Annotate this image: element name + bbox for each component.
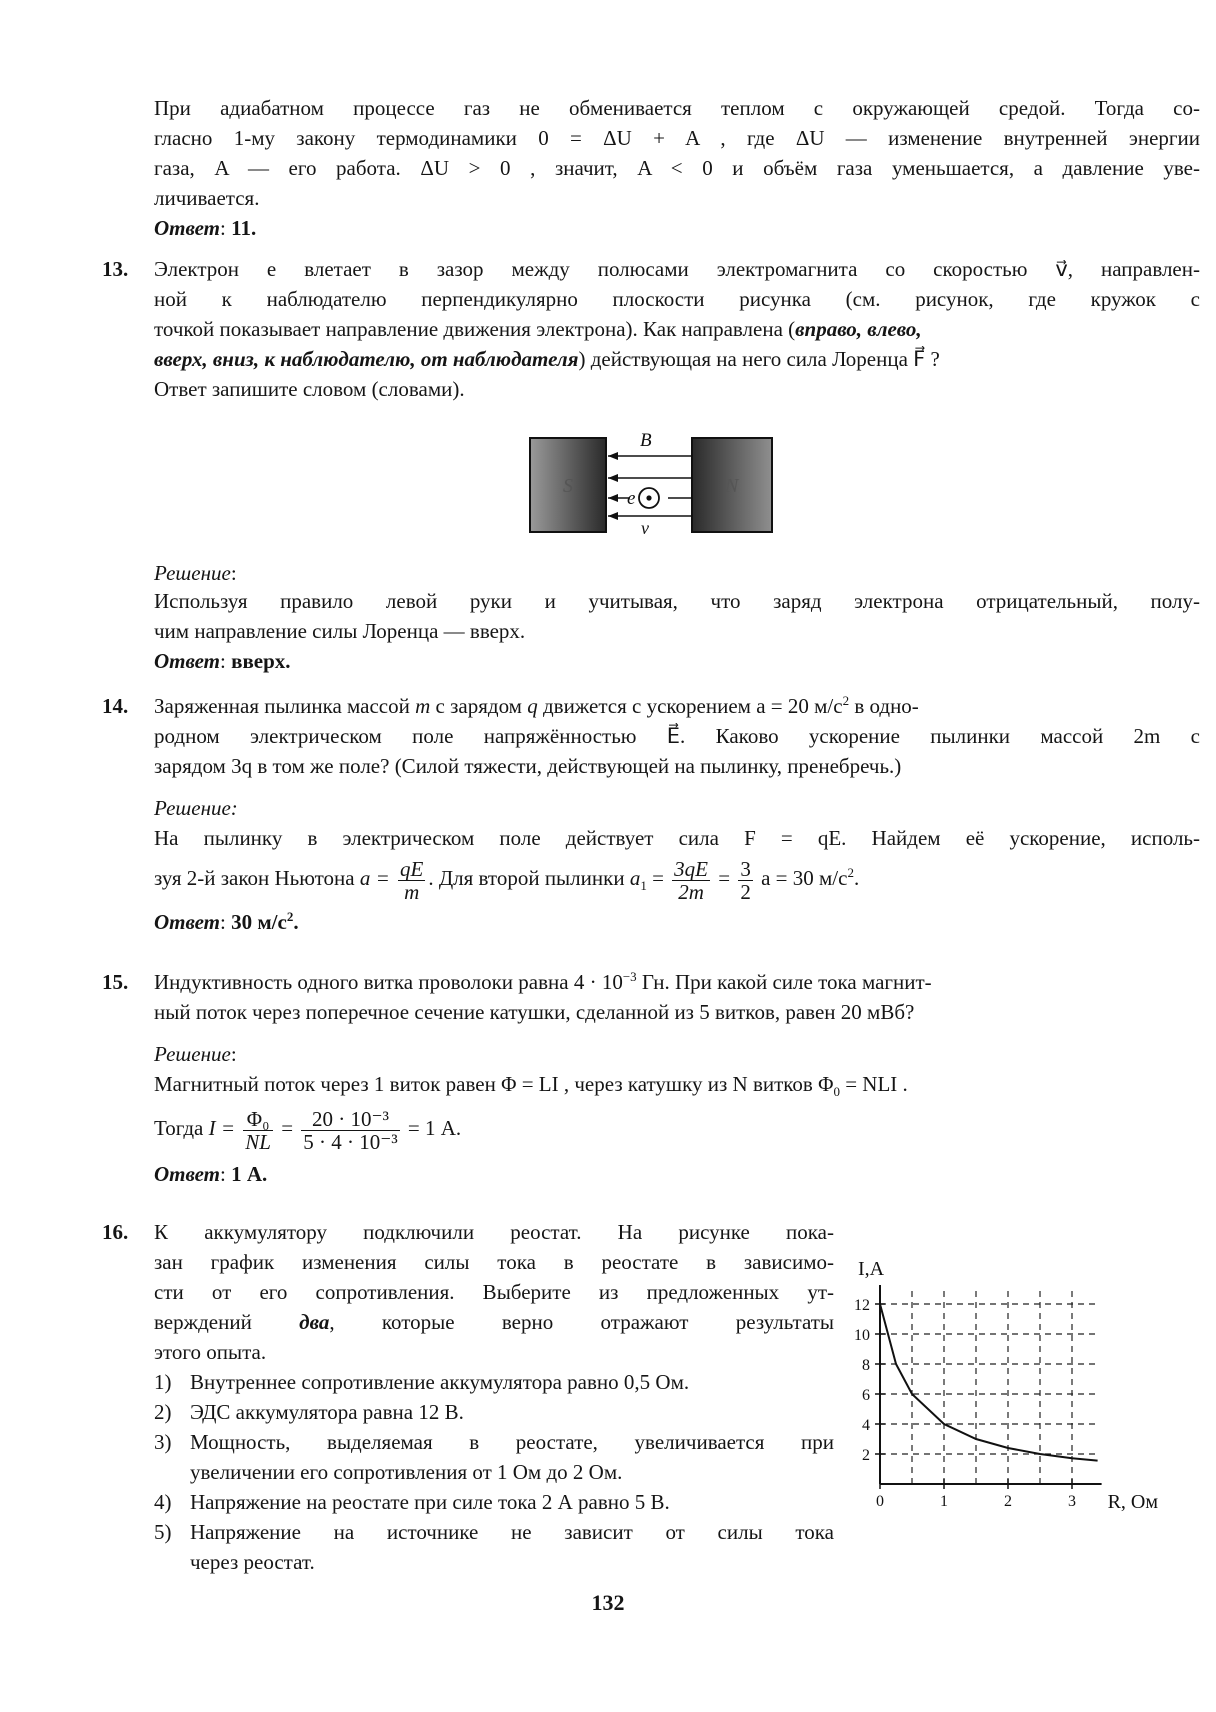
intro-answer: Ответ: 11. xyxy=(154,216,257,240)
p14-answer: Ответ: 30 $м/с^2$. xyxy=(154,909,299,934)
intro-line-4: личивается. xyxy=(154,186,260,210)
p16-line-4: верждений два, которые верно отражают результаты xyxy=(154,1310,835,1334)
field-arrowhead-4 xyxy=(608,512,618,520)
page-number: 132 xyxy=(591,1590,625,1615)
p14-line-1: Заряженная пылинка массой m с зарядом q движется с ускорением a = 20 $м/с^2$ в одно- xyxy=(154,693,919,718)
x-axis-label: R, Ом xyxy=(1107,1491,1159,1513)
current-vs-resistance-chart xyxy=(836,1228,1176,1518)
option-5-number: 5) xyxy=(154,1520,172,1544)
x-tick-label: 3 xyxy=(1068,1493,1076,1510)
field-b-label: B⃗ xyxy=(640,430,667,451)
option-2-number: 2) xyxy=(154,1400,172,1424)
y-tick-label: 6 xyxy=(862,1387,870,1404)
p15-solution-line-2: Тогда I = $\frac{\text{Φ₀}}{NL}$ = $\frac{\text{20 · 10⁻³}}{\text{5 · 4 · 10⁻³}}$ = 1 А. xyxy=(154,1106,462,1154)
option-3-number: 3) xyxy=(154,1430,172,1454)
y-tick-label: 4 xyxy=(862,1417,870,1434)
p13-answer: Ответ: вверх. xyxy=(154,649,291,673)
option-1-text: Внутреннее сопротивление аккумулятора равно 0,5 Ом. xyxy=(190,1370,690,1394)
problem-number-16: 16. xyxy=(102,1220,129,1244)
fraction-numeric: $\frac{\text{20 · 10⁻³}}{\text{5 · 4 · 10⁻³}}$ xyxy=(303,1106,398,1154)
y-tick-label: 12 xyxy=(854,1297,870,1314)
p16-line-5: этого опыта. xyxy=(154,1340,267,1364)
fraction-phi0-nl: $\frac{\text{Φ₀}}{NL}$ xyxy=(245,1106,271,1154)
p14-line-3: зарядом 3q в том же поле? (Силой тяжести, действующей на пылинку, пренебречь.) xyxy=(154,754,902,778)
option-4-text: Напряжение на реостате при силе тока 2 А равно 5 В. xyxy=(190,1490,670,1514)
p14-solution-line-2: зуя 2-й закон Ньютона a = $\frac{qE}{m}$ . Для второй пылинки $a_1$ = $\frac{3qE}{2m}$ = $\frac{3}{2}$ a = 30 $м/с^2$. xyxy=(154,856,860,904)
field-arrowhead-3 xyxy=(608,494,618,502)
x-tick-label: 0 xyxy=(876,1493,884,1510)
p14-line-2: родном электрическом поле напряжённостью E⃗. Каково ускорение пылинки массой 2m с xyxy=(154,724,1200,748)
problem-number-14: 14. xyxy=(102,694,129,718)
p15-line-1: Индуктивность одного витка проволоки равна $4 \cdot 10^{-3}$ Гн. При какой силе тока магнит- xyxy=(154,969,932,994)
p13-options-a: вправо, влево, xyxy=(795,317,922,341)
p15-solution-line-1: Магнитный поток через 1 виток равен Φ = LI , через катушку из N витков $\Phi_0$ = NLI . xyxy=(154,1072,908,1100)
p13-line-2: ной к наблюдателю перпендикулярно плоскости рисунка (см. рисунок, где кружок с xyxy=(154,287,1200,311)
fraction-3-2: $\frac{3}{2}$ xyxy=(740,856,751,904)
pole-s-label: S xyxy=(563,475,573,497)
p13-solution-line-2: чим направление силы Лоренца — вверх. xyxy=(154,619,526,643)
electron-label: e xyxy=(627,488,636,509)
x-tick-label: 1 xyxy=(940,1493,948,1510)
field-arrowhead-2 xyxy=(608,474,618,482)
y-tick-label: 2 xyxy=(862,1447,870,1464)
answer-value: 11. xyxy=(231,216,257,240)
pole-n-label: N xyxy=(725,475,739,497)
intro-line-3: газа, A — его работа. ΔU > 0 , значит, A < 0 и объём газа уменьшается, а давление уве- xyxy=(154,156,1200,180)
p16-line-2: зан график изменения силы тока в реостате в зависимо- xyxy=(154,1250,834,1274)
p13-line-5: Ответ запишите словом (словами). xyxy=(154,377,465,401)
current-curve xyxy=(880,1304,1098,1461)
p14-solution-label: Решение: xyxy=(154,796,238,820)
p13-solution-label: Решение: xyxy=(154,561,237,585)
option-1-number: 1) xyxy=(154,1370,172,1394)
p13-options-b: вверх, вниз, к наблюдателю, от наблюдателя xyxy=(154,347,579,371)
y-tick-label: 8 xyxy=(862,1357,870,1374)
electron-dot xyxy=(646,495,651,500)
intro-line-2: гласно 1-му закону термодинамики 0 = ΔU + A , где ΔU — изменение внутренней энергии xyxy=(154,126,1200,150)
p15-solution-label: Решение: xyxy=(154,1042,237,1066)
option-3-text: Мощность, выделяемая в реостате, увеличивается при xyxy=(190,1430,834,1454)
p16-line-1: К аккумулятору подключили реостат. На рисунке пока- xyxy=(154,1220,834,1244)
fraction-qe-m: $\frac{qE}{m}$ xyxy=(400,856,424,904)
p15-answer: Ответ: 1 А. xyxy=(154,1162,268,1186)
p13-line-4: вверх, вниз, к наблюдателю, от наблюдателя) действующая на него сила Лоренца F⃗ ? xyxy=(154,347,940,371)
option-3-text-cont: увеличении его сопротивления от 1 Ом до 2 Ом. xyxy=(190,1460,623,1484)
p13-line-1: Электрон e влетает в зазор между полюсами электромагнита со скоростью v⃗, направлен- xyxy=(154,257,1200,281)
electromagnet-figure xyxy=(520,418,780,538)
y-tick-label: 10 xyxy=(854,1327,870,1344)
option-4-number: 4) xyxy=(154,1490,172,1514)
p13-line-3: точкой показывает направление движения электрона). Как направлена (вправо, влево, xyxy=(154,317,922,341)
option-2-text: ЭДС аккумулятора равна 12 В. xyxy=(190,1400,464,1424)
x-tick-label: 2 xyxy=(1004,1493,1012,1510)
option-5-text-cont: через реостат. xyxy=(190,1550,315,1574)
p16-line-3: сти от его сопротивления. Выберите из предложенных ут- xyxy=(154,1280,834,1304)
p15-line-2: ный поток через поперечное сечение катушки, сделанной из 5 витков, равен 20 мВб? xyxy=(154,1000,915,1024)
p13-solution-line-1: Используя правило левой руки и учитывая, что заряд электрона отрицательный, полу- xyxy=(154,589,1200,613)
p14-solution-line-1: На пылинку в электрическом поле действует сила F = qE. Найдем её ускорение, исполь- xyxy=(154,826,1200,850)
intro-line-1: При адиабатном процессе газ не обменивается теплом с окружающей средой. Тогда со- xyxy=(154,96,1200,120)
answer-label: Ответ xyxy=(154,216,221,240)
velocity-label: v⃗ xyxy=(641,518,663,538)
option-5-text: Напряжение на источнике не зависит от силы тока xyxy=(190,1520,834,1544)
problem-number-13: 13. xyxy=(102,257,129,281)
problem-number-15: 15. xyxy=(102,970,129,994)
fraction-3qe-2m: $\frac{3qE}{2m}$ xyxy=(674,856,708,904)
y-axis-label: I,А xyxy=(858,1258,885,1280)
field-arrowhead-1 xyxy=(608,452,618,460)
